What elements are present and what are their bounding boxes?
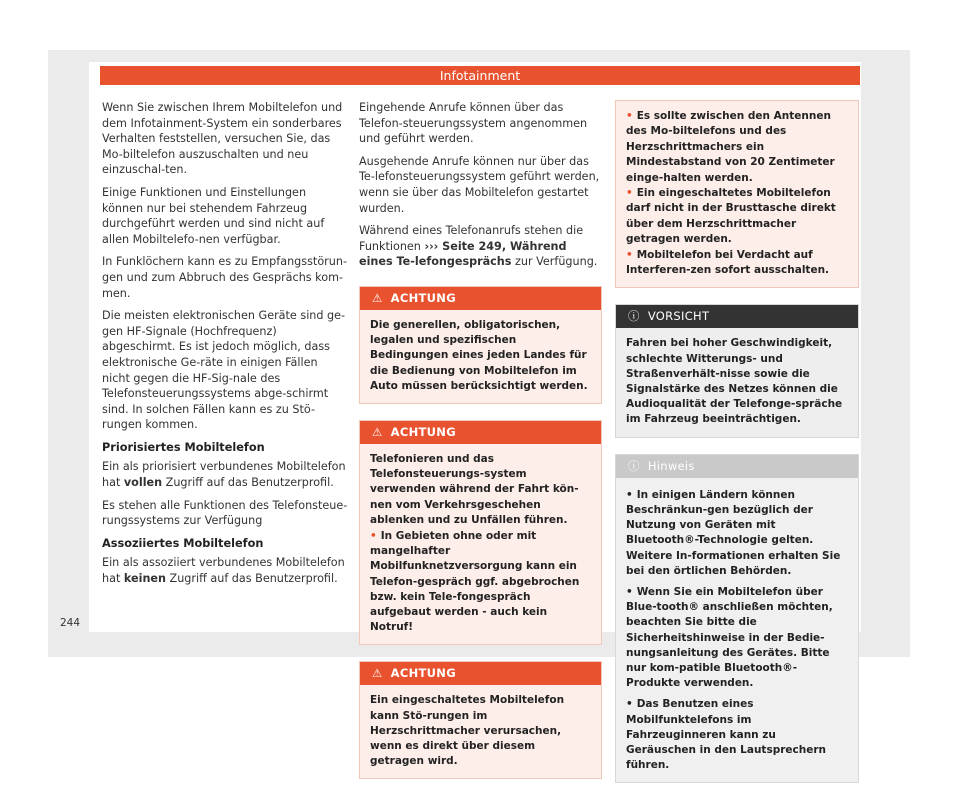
- warning-body: Die generellen, obligatorischen, legalen und spezifischen Bedingungen eines jeden Landes für die Bedienung von Mobiltelefon im Auto müssen berücksichtigt werden.: [370, 318, 588, 392]
- warning-header: [360, 287, 601, 310]
- section-heading: Assoziiertes Mobiltelefon: [102, 536, 264, 550]
- note-title: Hinweis: [647, 458, 695, 473]
- list-item-text: Wenn Sie ein Mobiltelefon über Blue-tooth® anschließen möchten, beachten Sie bitte die Sicherheitshinweise in der Bedie-nungsanleitung des Gerätes. Bitte nur kom-patible Bluetooth®-Produkte verwenden.: [626, 585, 833, 690]
- paragraph: [359, 223, 602, 270]
- warning-box: [359, 661, 602, 779]
- page-reference-link[interactable]: ››› Seite 249, Während eines Te-lefongesprächs: [359, 239, 567, 269]
- list-item-text: In Gebieten ohne oder mit mangelhafter Mobilfunknetzversorgung kann ein Telefon-gespräch ggf. abgebrochen bzw. kein Tele-fongespräch aufgebaut werden - auch kein Notruf!: [370, 529, 580, 634]
- caution-body: Fahren bei hoher Geschwindigkeit, schlechte Witterungs- und Straßenverhält-nisse sowie die Signalstärke des Netzes können die Audioqualität der Telefonge-spräche im Fahrzeug beeinträchtigen.: [626, 337, 843, 426]
- paragraph: In Funklöchern kann es zu Empfangsstörun-gen und zum Abbruch des Gesprächs kom-men.: [102, 255, 347, 300]
- warning-text: Telefonieren und das Telefonsteuerungs-system verwenden während der Fahrt kön-nen vom Verkehrsgeschehen ablenken und zu Unfällen führen.: [370, 452, 579, 526]
- list-item: [370, 529, 591, 635]
- list-item: [626, 585, 848, 691]
- note-body: [616, 478, 858, 783]
- bullet-icon: •: [626, 488, 633, 501]
- paragraph: Eingehende Anrufe können über das Telefon-steuerungssystem angenommen und geführt werden.: [359, 101, 588, 146]
- page-number: 244: [60, 617, 81, 629]
- column-right: [615, 100, 859, 799]
- warning-box: [359, 420, 602, 645]
- text-run: zur Verfügung.: [511, 255, 598, 269]
- caution-title: VORSICHT: [647, 309, 710, 324]
- note-info-icon: ⓘ: [628, 458, 640, 473]
- text-run: Zugriff auf das Benutzerprofil.: [162, 476, 334, 490]
- warning-body: Ein eingeschaltetes Mobiltelefon kann Stö-rungen im Herzschrittmacher verursachen, wenn es direkt über diesem getragen wird.: [370, 694, 565, 768]
- list-item: [626, 488, 848, 579]
- paragraph: Einige Funktionen und Einstellungen können nur bei stehendem Fahrzeug durchgeführt werden und sind nicht auf allen Mobiltelefo-nen verfügbar.: [102, 185, 325, 246]
- column-middle: [359, 100, 602, 795]
- list-item: [626, 109, 848, 186]
- warning-triangle-icon: ⚠: [372, 666, 383, 681]
- paragraph: Es stehen alle Funktionen des Telefonsteue-rungssystems zur Verfügung: [102, 498, 348, 528]
- warning-title: ACHTUNG: [390, 666, 456, 681]
- warning-title: ACHTUNG: [390, 424, 456, 439]
- list-item-text: In einigen Ländern können Beschränkun-gen bezüglich der Nutzung von Geräten mit Bluetooth®-Technologie gelten. Weitere In-formationen erhalten Sie bei den örtlichen Behörden.: [626, 488, 841, 577]
- list-item-text: Es sollte zwischen den Antennen des Mo-biltelefons und des Herzschrittmachers ein Mindestabstand von 20 Zentimeter einge-halten werden.: [626, 110, 835, 184]
- info-circle-icon: ⓘ: [628, 309, 640, 324]
- bullet-icon: •: [370, 529, 377, 542]
- warning-title: ACHTUNG: [390, 290, 456, 305]
- chapter-header: Infotainment: [100, 66, 860, 85]
- bullet-icon: •: [626, 187, 633, 200]
- caution-header: [616, 305, 858, 328]
- note-box: [615, 454, 859, 784]
- warning-header: [360, 421, 601, 444]
- list-item: [626, 248, 848, 279]
- bullet-icon: •: [626, 110, 633, 122]
- warning-body: [360, 444, 601, 644]
- list-item-text: Mobiltelefon bei Verdacht auf Interferen-zen sofort ausschalten.: [626, 248, 830, 277]
- emphasis-text: vollen: [123, 476, 163, 490]
- warning-header: [360, 662, 601, 685]
- bullet-icon: •: [626, 585, 633, 598]
- bullet-icon: •: [626, 248, 633, 261]
- paragraph: Die meisten elektronischen Geräte sind ge-gen HF-Signale (Hochfrequenz) abgeschirmt. Es ist jedoch möglich, dass elektronische Ge-räte in einigen Fällen nicht gegen die HF-Sig-nale des Telefonsteuerungssystems abge-schirmt sind. In solchen Fällen kann es zu Stö-rungen kommen.: [102, 309, 346, 432]
- text-run: Während eines Telefonanrufs stehen die Funktionen: [359, 224, 584, 253]
- warning-continuation-box: [615, 100, 859, 288]
- list-item: [626, 186, 848, 248]
- text-run: Ein als assoziiert verbundenes Mobiltelefon hat: [102, 556, 345, 586]
- warning-triangle-icon: ⚠: [372, 424, 383, 439]
- text-run: Ein als priorisiert verbundenes Mobiltelefon hat: [102, 460, 346, 490]
- list-item: [626, 697, 848, 773]
- emphasis-text: keinen: [123, 572, 166, 586]
- text-run: Zugriff auf das Benutzerprofil.: [165, 572, 338, 586]
- column-left: [102, 100, 348, 594]
- list-item-text: Das Benutzen eines Mobilfunktelefons im Fahrzeuginneren kann zu Geräuschen in den Lautsprechern führen.: [626, 698, 826, 772]
- bullet-icon: •: [626, 698, 633, 711]
- section-heading: Priorisiertes Mobiltelefon: [102, 440, 265, 454]
- list-item-text: Ein eingeschaltetes Mobiltelefon darf nicht in der Brusttasche direkt über dem Herzschrittmacher getragen werden.: [626, 187, 836, 246]
- warning-triangle-icon: ⚠: [372, 290, 383, 305]
- caution-box: [615, 304, 859, 437]
- paragraph: Wenn Sie zwischen Ihrem Mobiltelefon und dem Infotainment-System ein sonderbares Verhalten feststellen, versuchen Sie, das Mo-biltelefon auszuschalten und neu einzuschal-ten.: [102, 101, 343, 177]
- paragraph: Ausgehende Anrufe können nur über das Te-lefonsteuerungssystem geführt werden, wenn sie über das Mobiltelefon gestartet wurden.: [359, 154, 600, 215]
- paragraph: [102, 555, 348, 586]
- paragraph: [102, 459, 348, 490]
- warning-box: [359, 286, 602, 404]
- note-header: [616, 455, 858, 478]
